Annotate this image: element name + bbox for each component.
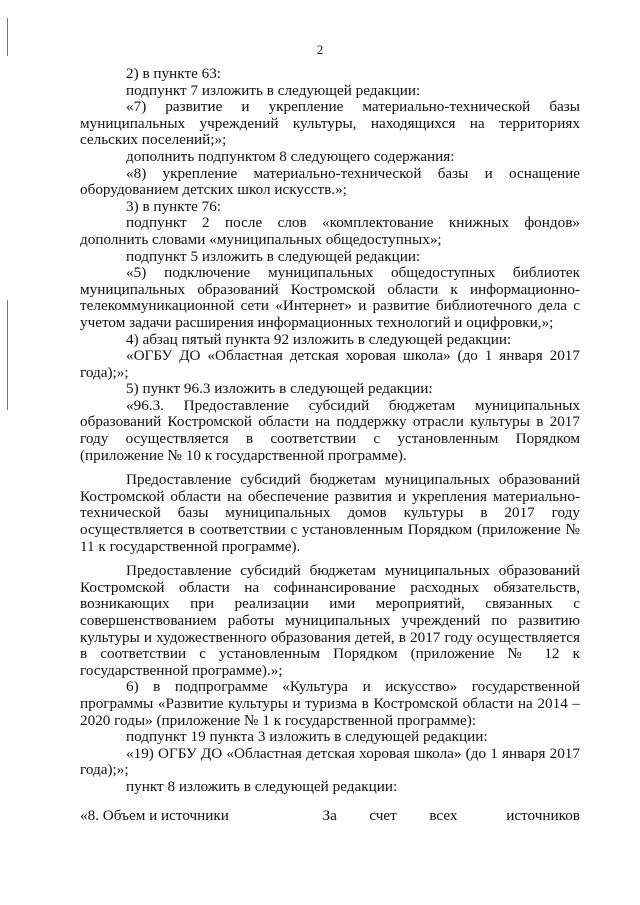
paragraph: подпункт 7 изложить в следующей редакции: [126,81,421,99]
paragraph: «ОГБУ ДО «Областная детская хоровая школа» (до 1 января 2017 года);»; [80,347,580,381]
paragraph: 5) пункт 96.3 изложить в следующей редакции: [126,380,433,398]
paragraph: «19) ОГБУ ДО «Областная детская хоровая школа» (до 1 января 2017 года);»; [80,744,580,779]
table-cell-text: всех [429,806,458,824]
paragraph: подпункт 5 изложить в следующей редакции: [126,247,421,265]
paragraph: «96.3. Предоставление субсидий бюджетам муниципальных образований Костромской области на поддержку отрасли культуры в 2017 году осуществляется в соответствии с установленным Порядком (приложение № 10 к государственной программе). [80,396,580,464]
scan-edge-mark [7,300,8,410]
document-body [80,66,580,824]
table-cell-text: счет [369,806,397,824]
paragraph: «8) укрепление материально-технической базы и оснащение оборудованием детских школ искусств.»; [80,164,580,199]
paragraph: «7) развитие и укрепление материально-технической базы муниципальных учреждений культуры, находящихся на территориях сельских поселений;»; [80,98,580,149]
page-number: 2 [316,42,324,57]
paragraph: Предоставление субсидий бюджетам муниципальных образований Костромской области на обеспечение развития и укрепления материально-технической базы муниципальных домов культуры в 2017 году осуществляется в соответствии с установленным Порядком (приложение № 11 к государственной программе). [80,471,580,555]
paragraph: подпункт 2 после слов «комплектование книжных фондов» дополнить словами «муниципальных общедоступных»; [80,214,580,248]
table-cell-text: За [322,806,337,824]
paragraph: Предоставление субсидий бюджетам муниципальных образований Костромской области на софинансирование расходных обязательств, возникающих при реализации ими мероприятий, связанных с совершенствованием работы муниципальных учреждений по развитию культуры и художественного образования детей, в 2017 году осуществляется в соответствии с установленным Порядком (приложение № 12 к государственной программе).»; [80,562,580,679]
paragraph: 3) в пункте 76: [126,197,222,215]
table-cell-label: «8. Объем и источники [80,806,229,824]
paragraph: пункт 8 изложить в следующей редакции: [126,777,398,795]
paragraph: дополнить подпунктом 8 следующего содержания: [126,147,455,165]
paragraph: подпункт 19 пункта 3 изложить в следующей редакции: [126,728,488,746]
paragraph: 2) в пункте 63: [126,65,222,82]
table-cell-text: источников [506,806,580,824]
paragraph: 6) в подпрограмме «Культура и искусство» государственной программы «Развитие культуры и туризма в Костромской области на 2014 – 2020 годы» (приложение № 1 к государственной программе): [80,678,580,729]
paragraph: «5) подключение муниципальных общедоступных библиотек муниципальных образований Костромской области к информационно-телекоммуникационной сети «Интернет» и развитие библиотечного дела с учетом задачи расширения информационных технологий и оцифровки,»; [80,264,580,331]
table-row [80,808,580,825]
paragraph: 4) абзац пятый пункта 92 изложить в следующей редакции: [126,330,512,348]
